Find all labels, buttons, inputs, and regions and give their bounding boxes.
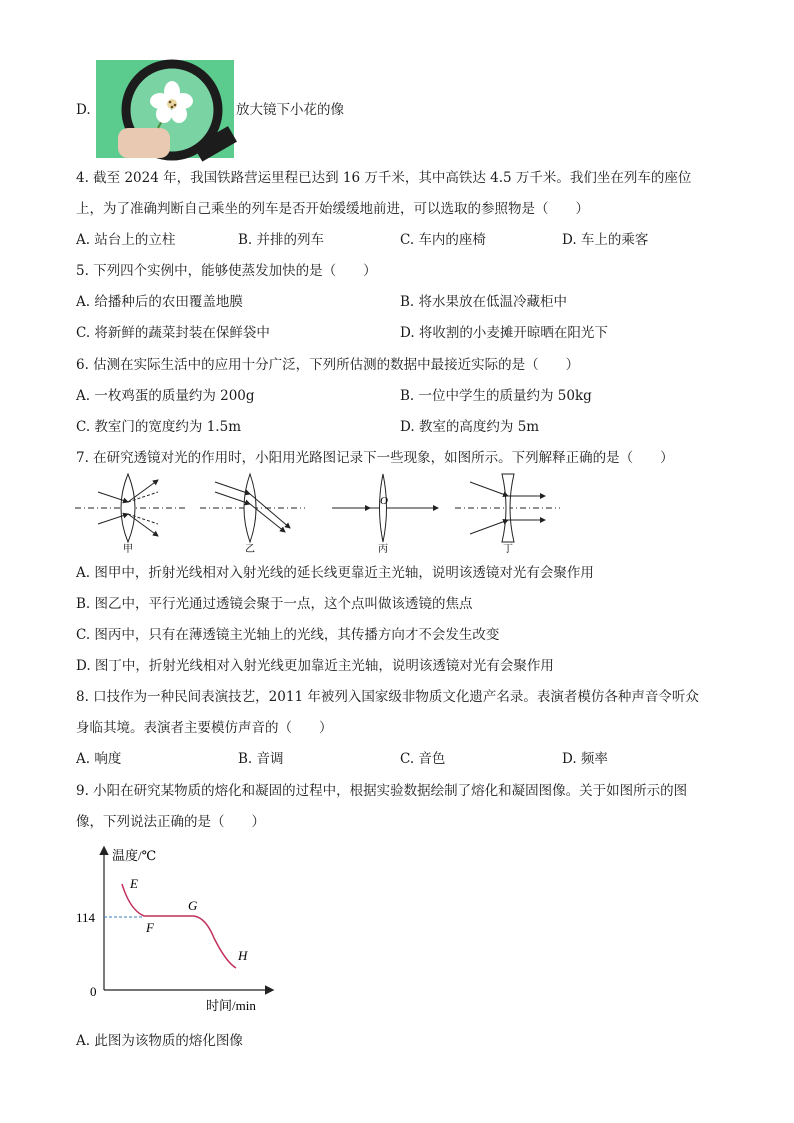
y-tick-114: 114 — [76, 910, 96, 925]
q4-stem-line2: 上，为了准确判断自己乘坐的列车是否开始缓缓地前进，可以选取的参照物是（ ） — [76, 201, 589, 217]
q5-option-b: B. 将水果放在低温冷藏柜中 — [400, 294, 568, 310]
point-g-label: G — [188, 898, 198, 913]
q7-option-d: D. 图丁中，折射光线相对入射光线更加靠近主光轴，说明该透镜对光有会聚作用 — [76, 658, 554, 674]
q8-option-d: D. 频率 — [562, 751, 608, 767]
x-axis-label: 时间/min — [206, 998, 256, 1013]
q5-option-d: D. 将收割的小麦摊开晾晒在阳光下 — [400, 325, 608, 341]
q4-option-d: D. 车上的乘客 — [562, 232, 649, 248]
q6-option-d: D. 教室的高度约为 5m — [400, 419, 540, 435]
label-yi: 乙 — [245, 544, 255, 555]
q8-option-a: A. 响度 — [76, 751, 122, 767]
q8-stem-line2: 身临其境。表演者主要模仿声音的（ ） — [76, 720, 333, 736]
q7-stem: 7. 在研究透镜对光的作用时，小阳用光路图记录下一些现象，如图所示。下列解释正确的是（ ） — [76, 450, 674, 466]
q4-option-a: A. 站台上的立柱 — [76, 232, 176, 248]
q9-option-a: A. 此图为该物质的熔化图像 — [76, 1033, 243, 1049]
q6-stem: 6. 估测在实际生活中的应用十分广泛，下列所估测的数据中最接近实际的是（ ） — [76, 357, 580, 373]
q4-option-b: B. 并排的列车 — [238, 232, 325, 248]
q8-option-c: C. 音色 — [400, 751, 446, 767]
origin-label: 0 — [90, 984, 97, 999]
label-o: O — [380, 495, 388, 507]
q7-option-c: C. 图丙中，只有在薄透镜主光轴上的光线，其传播方向才不会发生改变 — [76, 627, 500, 643]
q5-option-c: C. 将新鲜的蔬菜封装在保鲜袋中 — [76, 325, 270, 341]
q5-stem: 5. 下列四个实例中，能够使蒸发加快的是（ ） — [76, 263, 377, 279]
label-ding: 丁 — [503, 544, 513, 555]
q3-option-d-text: 放大镜下小花的像 — [236, 102, 344, 118]
melting-solidification-chart — [76, 842, 282, 1017]
diagram-yi — [200, 474, 305, 542]
point-h-label: H — [238, 948, 248, 963]
q3-option-d-label: D. — [76, 102, 91, 118]
q8-option-b: B. 音调 — [238, 751, 284, 767]
y-axis-label: 温度/℃ — [112, 848, 157, 863]
lens-ray-diagrams — [70, 470, 570, 556]
q8-stem-line1: 8. 口技作为一种民间表演技艺，2011 年被列入国家级非物质文化遗产名录。表演者模仿各种声音令听众 — [76, 689, 699, 705]
label-bing: 丙 — [378, 544, 388, 555]
q5-option-a: A. 给播种后的农田覆盖地膜 — [76, 294, 243, 310]
diagram-jia — [75, 474, 185, 542]
q4-stem-line1: 4. 截至 2024 年，我国铁路营运里程已达到 16 万千米，其中高铁达 4.5 万千米。我们坐在列车的座位 — [76, 170, 692, 186]
q6-option-c: C. 教室门的宽度约为 1.5m — [76, 419, 241, 435]
temperature-curve — [122, 884, 236, 968]
label-jia: 甲 — [123, 544, 133, 555]
diagram-bing — [332, 474, 438, 542]
diagram-ding — [455, 474, 560, 542]
q6-option-a: A. 一枚鸡蛋的质量约为 200g — [76, 388, 255, 404]
q7-option-b: B. 图乙中，平行光通过透镜会聚于一点，这个点叫做该透镜的焦点 — [76, 596, 473, 612]
q9-stem-line1: 9. 小阳在研究某物质的熔化和凝固的过程中，根据实验数据绘制了熔化和凝固图像。关于如图所示的图 — [76, 783, 688, 799]
point-f-label: F — [146, 920, 154, 935]
magnifier-flower-photo — [96, 60, 234, 158]
q6-option-b: B. 一位中学生的质量约为 50kg — [400, 388, 592, 404]
point-e-label: E — [130, 876, 138, 891]
q4-option-c: C. 车内的座椅 — [400, 232, 486, 248]
q7-option-a: A. 图甲中，折射光线相对入射光线的延长线更靠近主光轴，说明该透镜对光有会聚作用 — [76, 565, 594, 581]
q9-stem-line2: 像，下列说法正确的是（ ） — [76, 814, 265, 830]
